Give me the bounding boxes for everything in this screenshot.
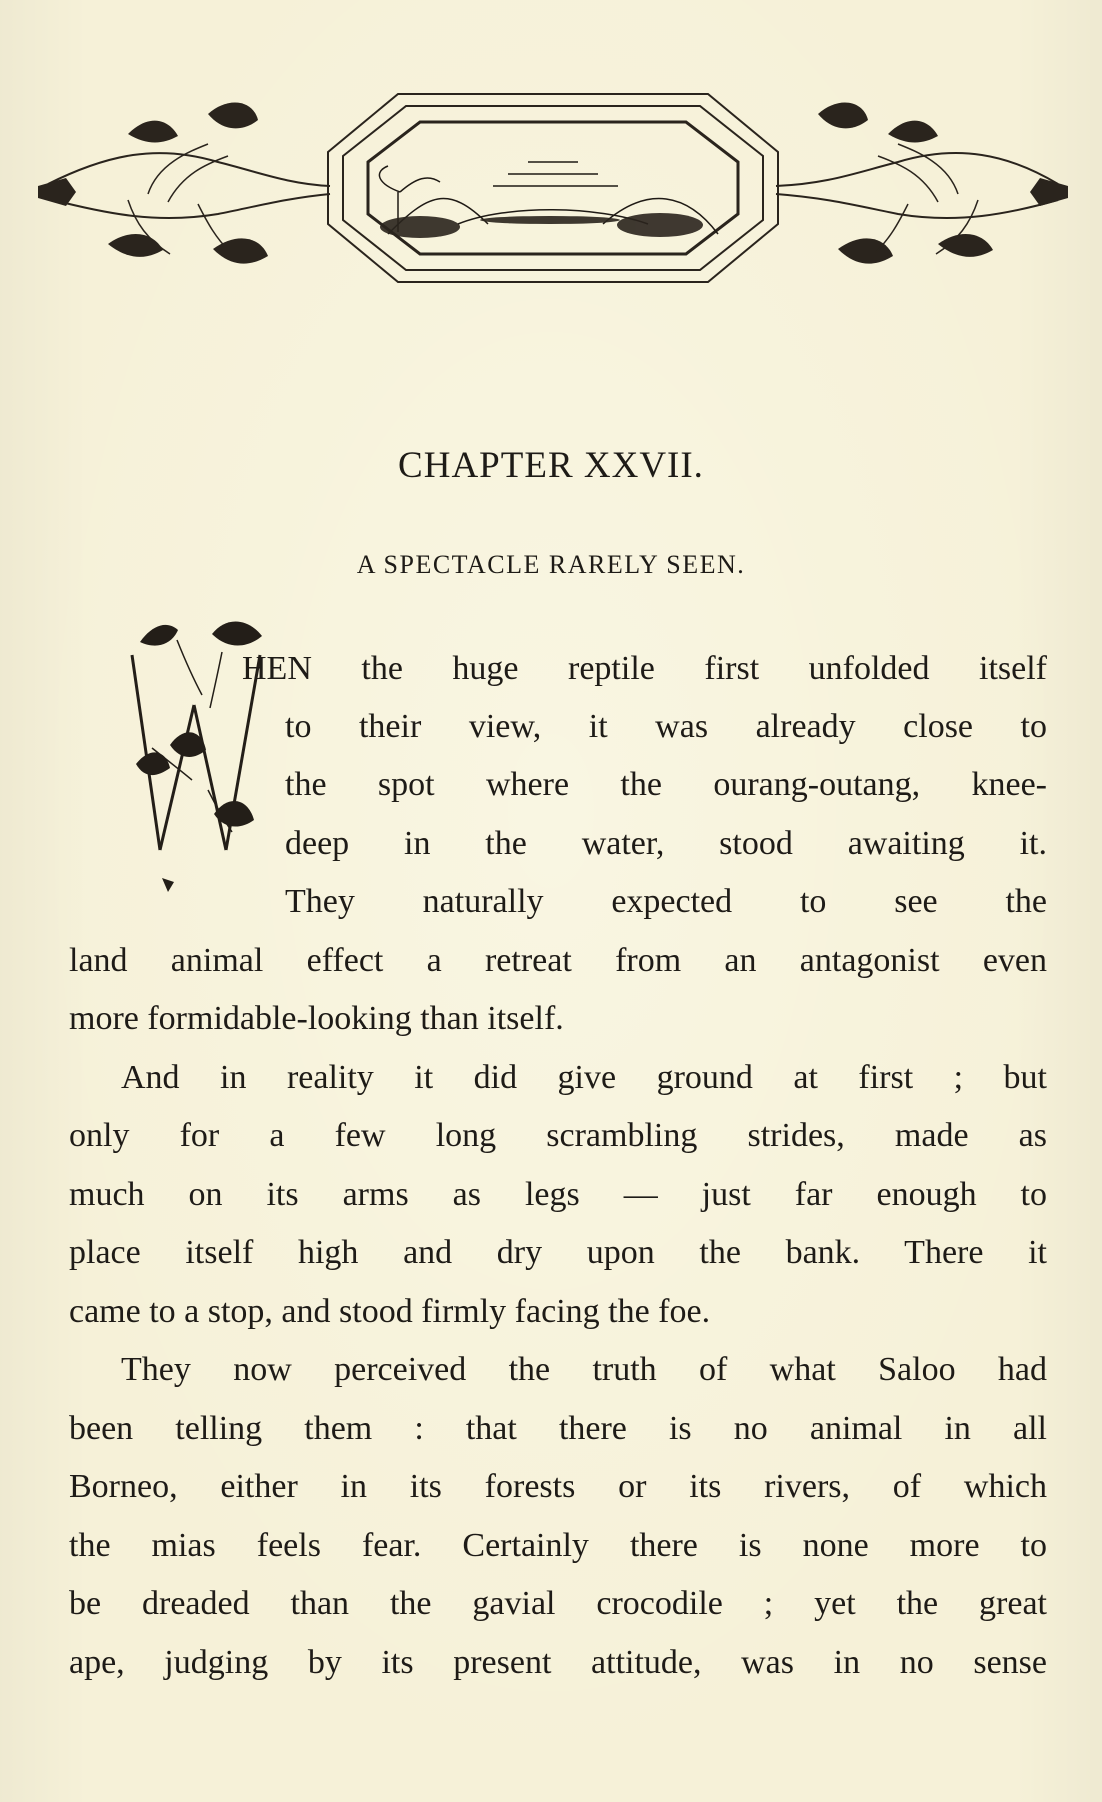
text-line: more formidable-looking than itself. <box>69 1002 564 1036</box>
dropcap-letter-art <box>122 600 272 895</box>
text-line: land animal effect a retreat from an antagonist even <box>69 944 1047 978</box>
text-line: the mias feels fear. Certainly there is none more to <box>69 1529 1047 1563</box>
text-line: They naturally expected to see the <box>285 885 1047 919</box>
chapter-title: CHAPTER XXVII. <box>398 445 704 486</box>
text-line: much on its arms as legs — just far enough to <box>69 1178 1047 1212</box>
text-line: came to a stop, and stood firmly facing the foe. <box>69 1295 711 1329</box>
text-line: to their view, it was already close to <box>285 710 1047 744</box>
chapter-subtitle: A SPECTACLE RARELY SEEN. <box>356 550 746 579</box>
text-line: be dreaded than the gavial crocodile ; yet the great <box>69 1587 1047 1621</box>
text-line: deep in the water, stood awaiting it. <box>285 827 1047 861</box>
text-line: ape, judging by its present attitude, was in no sense <box>69 1646 1047 1680</box>
ornamental-dropcap <box>122 600 272 895</box>
text-line: place itself high and dry upon the bank. There it <box>69 1236 1047 1270</box>
text-line: And in reality it did give ground at first ; but <box>121 1061 1047 1095</box>
text-line: been telling them : that there is no animal in all <box>69 1412 1047 1446</box>
text-line: HEN the huge reptile first unfolded itself <box>242 652 1047 686</box>
text-line: They now perceived the truth of what Saloo had <box>121 1353 1047 1387</box>
text-line: only for a few long scrambling strides, made as <box>69 1119 1047 1153</box>
text-line: the spot where the ourang-outang, knee- <box>285 768 1047 802</box>
text-line: Borneo, either in its forests or its rivers, of which <box>69 1470 1047 1504</box>
decorative-headpiece <box>38 74 1068 302</box>
